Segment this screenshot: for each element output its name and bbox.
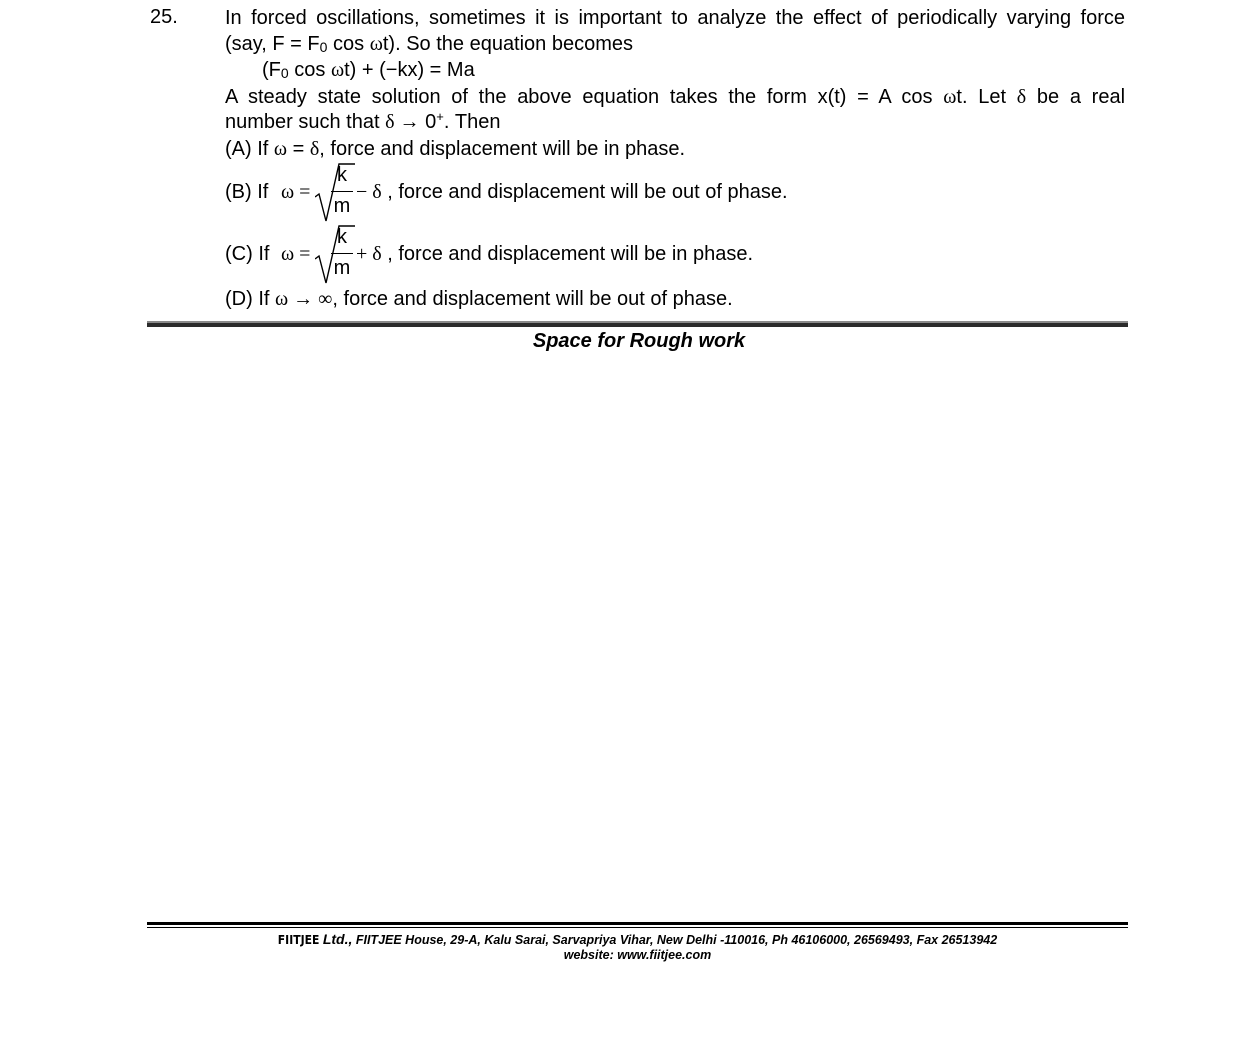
brand-logo-text: FIITJEE (277, 933, 320, 947)
section-divider (147, 321, 1128, 327)
footer-rule-thin (147, 927, 1128, 928)
rough-work-heading: Space for Rough work (532, 330, 746, 352)
page-footer (0, 932, 1238, 963)
footer-rule-thick (147, 922, 1128, 925)
footer-address-line: FIITJEE Ltd., FIITJEE House, 29-A, Kalu Sarai, Sarvapriya Vihar, New Delhi -110016, Ph 46106000, 26569493, Fax 26513942 (277, 931, 998, 947)
question-body (225, 6, 1125, 312)
option-a: (A) If ω = δ, force and displacement will be in phase. (225, 137, 686, 160)
question-line-4: A steady state solution of the above equation takes the form x(t) = A cos ωt. Let δ be a real (225, 85, 1126, 108)
question-number: 25. (150, 6, 178, 28)
option-b: (B) If ω = k m − δ , force and displacement will be out of phase. (225, 163, 1125, 225)
option-d: (D) If ω → ∞, force and displacement will be out of phase. (225, 287, 733, 310)
question-line-2: (say, F = F0 cos ωt). So the equation becomes (225, 32, 634, 55)
equation-line: (F0 cos ωt) + (−kx) = Ma (262, 59, 475, 82)
question-line-1: In forced oscillations, sometimes it is important to analyze the effect of periodically varying force (225, 7, 1125, 29)
option-c: (C) If ω = k m + δ , force and displacement will be in phase. (225, 225, 1125, 287)
question-line-5: number such that δ → 0+. Then (225, 109, 501, 134)
fraction-k-over-m: k m (331, 163, 353, 219)
footer-website: website: www.fiitjee.com (563, 948, 712, 962)
fraction-k-over-m: k m (331, 225, 353, 281)
